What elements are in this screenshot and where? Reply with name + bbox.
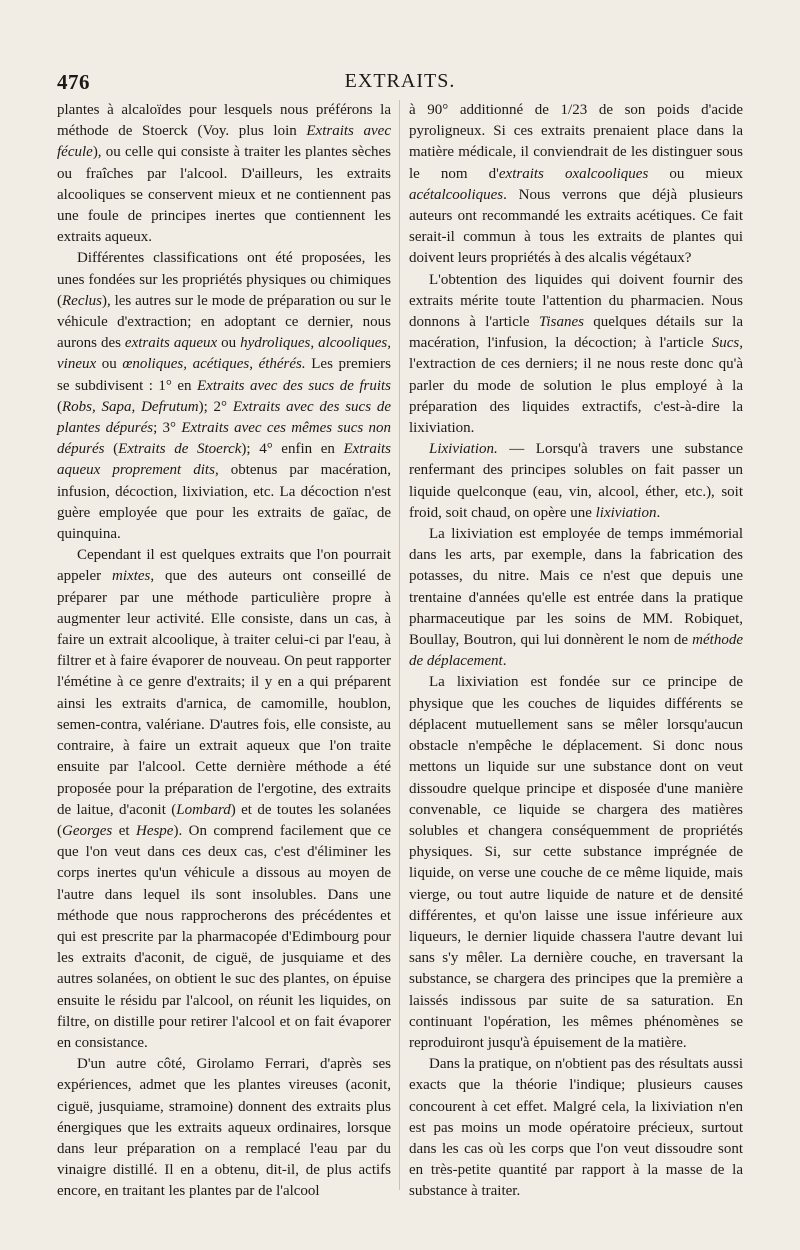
text-run: ) et de toutes les solanées ( — [57, 801, 391, 839]
text-run: ; 3° — [153, 420, 182, 437]
italic-run: Extraits de Stoerck — [118, 441, 242, 458]
italic-run: mixtes — [112, 568, 151, 585]
text-run: D'un autre côté, Girolamo Ferrari, d'après ses expériences, admet que les plantes vireuses (aconit, ciguë, jusquiame, stramoine) donnent des extraits plus énergiques que les extraits aqueux ordinaires, lorsque dans leur préparation on a remplacé l'eau par du vinaigre distillé. Il en a obtenu, dit-il, de plus actifs encore, en traitant les plantes par de l'alcool — [57, 1056, 391, 1200]
italic-run: Lombard — [176, 801, 231, 818]
running-title: EXTRAITS. — [344, 70, 456, 92]
italic-run: Lixiviation. — [429, 441, 498, 458]
paragraph — [409, 270, 743, 440]
text-run: . — [502, 653, 507, 670]
text-run: , que des auteurs ont conseillé de préparer par une méthode particulière propre à augmenter leur activité. Elle consiste, dans un cas, à faire un extrait alcoolique, à traiter celui-ci par l'eau, à filtrer et à faire évaporer de nouveau. On peut rapporter l'émétine à ce genre d'extraits; il y en a qui préparent ainsi les extraits d'arnica, de camomille, houblon, semen-contra, valériane. D'autres fois, elle consiste, au contraire, à faire un extrait aqueux que l'on traite ensuite par l'alcool. Cette dernière méthode a été proposée pour la préparation de l'ergotine, des extraits de laitue, d'aconit ( — [57, 568, 392, 818]
text-run: Cependant il est quelques extraits que l'on pourrait appeler — [57, 547, 391, 585]
paragraph — [409, 1054, 743, 1202]
paragraph — [57, 1054, 391, 1202]
italic-run: extraits aqueux — [124, 335, 218, 352]
italic-run: Robs, Sapa, Defrutum — [62, 398, 199, 415]
paragraph — [409, 672, 743, 1054]
italic-run: acétalcooliques — [409, 186, 504, 203]
text-run: et — [112, 822, 136, 839]
text-run: plantes à alcaloïdes pour lesquels nous préférons la méthode de Stoerck (Voy. plus loin — [57, 102, 391, 140]
text-run: , l'extraction de ces derniers; il ne nous reste donc qu'à parler du mode de solution le plus employé à la préparation des liquides extractifs, c'est-à-dire la lixiviation. — [409, 335, 743, 437]
text-run: ), ou celle qui consiste à traiter les plantes sèches ou fraîches par l'alcool. D'ailleurs, les extraits alcooliques se conservent mieux et ne contiennent pas une foule de principes inertes que contiennent les extraits aqueux. — [57, 144, 391, 246]
text-run: à 90° additionné de 1/23 de son poids d'acide pyroligneux. Si ces extraits prenaient place dans la matière médicale, il conviendrait de les distinguer sous le nom d' — [409, 102, 743, 182]
text-run: Dans la pratique, on n'obtient pas des résultats aussi exacts que la théorie l'indique; plusieurs causes concourent à cet effet. Malgré cela, la lixiviation n'en est pas moins un mode opératoire précieux, surtout dans les cas où les corps que l'on veut dissoudre sont en très-petite quantité par rapport à la masse de la substance à traiter. — [409, 1056, 743, 1200]
italic-run: Extraits avec ces mêmes sucs non dépurés — [57, 420, 392, 458]
text-run: — Lorsqu'à travers une substance renfermant des principes solubles on fait passer un liquide quelconque (eau, vin, alcool, éther, etc.), soit froid, soit chaud, on opère une — [409, 441, 743, 521]
italic-run: lixiviation — [595, 504, 657, 521]
italic-run: Extraits avec des sucs de plantes dépurés — [57, 398, 391, 437]
text-run: quelques détails sur la macération, l'infusion, la décoction; à l'article — [409, 314, 743, 352]
italic-run: œnoliques, acétiques, éthérés. — [122, 356, 306, 373]
italic-run: extraits oxalcooliques — [498, 165, 649, 182]
text-run: ); 4° enfin en — [241, 441, 344, 458]
text-run: ); 2° — [198, 398, 233, 415]
running-head — [57, 70, 743, 94]
page-number: 476 — [57, 70, 90, 94]
paragraph — [57, 100, 391, 248]
text-run: ou mieux — [648, 165, 743, 182]
paragraph — [409, 439, 743, 524]
italic-run: méthode de déplacement — [409, 632, 743, 670]
paragraph — [409, 100, 743, 270]
paragraph — [57, 545, 391, 1054]
paragraph — [57, 248, 391, 545]
italic-run: Reclus — [62, 292, 102, 309]
left-column — [57, 100, 391, 1203]
text-run: , obtenus par macération, infusion, décoction, lixiviation, etc. La décoction n'est guère employée que pour les extraits de gaïac, de quinquina. — [57, 462, 391, 543]
text-run: ), les autres sur le mode de préparation ou sur le véhicule d'extraction; en adoptant ce dernier, nous aurons des — [57, 292, 391, 352]
text-run: La lixiviation est fondée sur ce principe de physique que les couches de liquides différents se déplacent mutuellement sans se mêler lorsqu'aucun obstacle n'empêche le déplacement. Si donc nous mettons un liquide sur une substance dont on veut dissoudre quelque principe et disposée d'une manière convenable, ce liquide se chargera des matières solubles et changera conséquemment de propriétés physiques. Si, sur cette substance imprégnée de liquide, on verse une couche de ce même liquide, mais vierge, ou tout autre liquide de nature et de densité différentes, et qu'on laisse une issue inférieure aux liqueurs, le dernier liquide chassera l'autre devant lui sans s'y mêler. La dernière couche, en traversant la substance, se chargera des principes que la première a laissés indissous par suite de sa saturation. En continuant l'opération, les mêmes phénomènes se reproduiront jusqu'à épuisement de la matière. — [409, 674, 743, 1051]
italic-run: Sucs — [711, 335, 740, 352]
text-run: ou — [217, 335, 241, 352]
text-run: ( — [57, 398, 62, 415]
italic-run: Extraits avec fécule — [57, 123, 391, 161]
right-column — [409, 100, 743, 1203]
italic-run: Extraits aqueux proprement dits — [57, 441, 392, 479]
italic-run: Georges — [62, 822, 113, 839]
text-run: L'obtention des liquides qui doivent fournir des extraits mérite toute l'attention du pharmacien. Nous donnons à l'article — [409, 271, 743, 331]
text-run: Les premiers se subdivisent : 1° en — [57, 356, 392, 394]
text-run: ). On comprend facilement que ce que l'on veut dans ces deux cas, c'est d'éliminer les corps inertes qu'un véhicule a dissous au moyen de l'autre dans lequel ils sont insolubles. Dans une méthode que nous rapprocherons des précédentes et qui est prescrite par la pharmacopée d'Edimbourg pour les extraits d'aconit, de ciguë, de jusquiame et des autres solanées, on obtient le suc des plantes, on épuise ensuite le résidu par l'alcool, on réunit les liquides, on filtre, on distille pour retirer l'alcool et on fait évaporer en consistance. — [57, 822, 391, 1051]
text-run: La lixiviation est employée de temps immémorial dans les arts, par exemple, dans la fabrication des potasses, du nitre. Mais ce n'est que depuis une trentaine d'années qu'elle est entrée dans la pratique pharmaceutique par les soins de MM. Robiquet, Boullay, Boutron, qui lui donnèrent le nom de — [409, 526, 743, 649]
text-run: . Nous verrons que déjà plusieurs auteurs ont recommandé les extraits acétiques. Ce fait serait-il commun à tous les extraits de plantes qui doivent leurs propriétés à des alcalis végétaux? — [409, 186, 743, 267]
italic-run: Extraits avec des sucs de fruits — [197, 377, 392, 394]
text-run: ( — [104, 441, 119, 458]
text-run: . — [656, 504, 661, 521]
text-run: ou — [96, 356, 123, 373]
column-divider — [399, 100, 400, 1190]
italic-run: Hespe — [135, 822, 174, 839]
italic-run: Tisanes — [538, 314, 584, 331]
paragraph — [409, 524, 743, 672]
text-run: Différentes classifications ont été proposées, les unes fondées sur les propriétés physiques ou chimiques ( — [57, 250, 391, 309]
italic-run: hydroliques, alcooliques, vineux — [57, 335, 391, 373]
